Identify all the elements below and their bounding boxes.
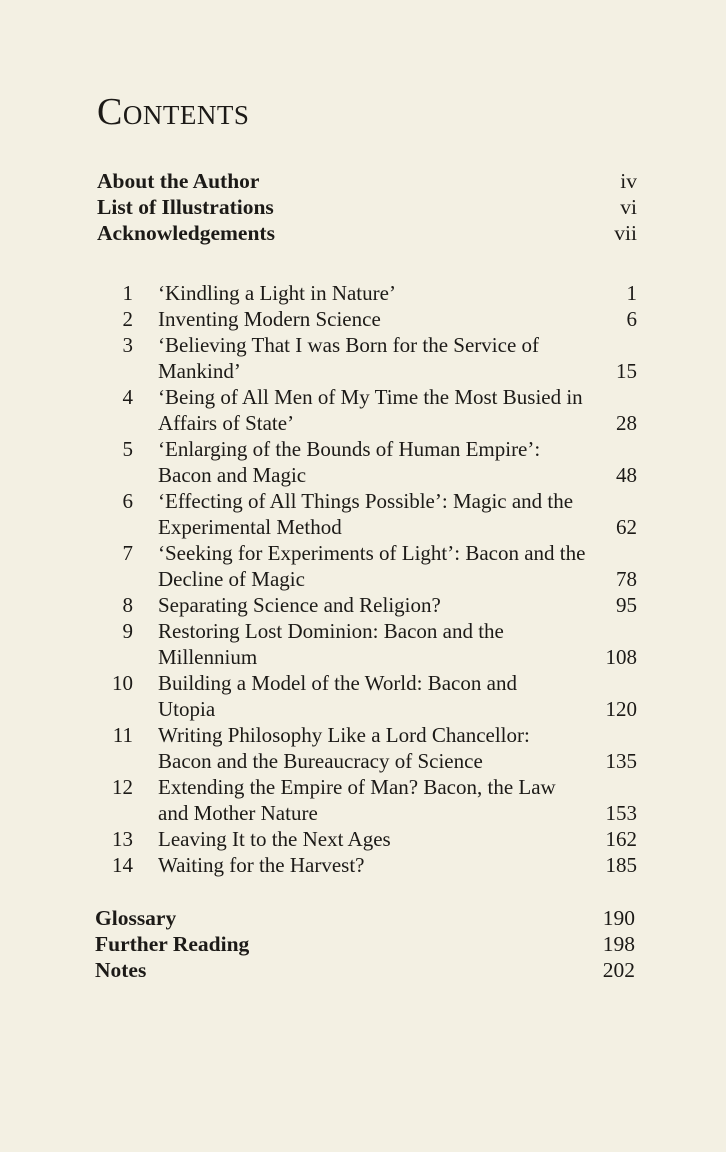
- chapter-title: [158, 488, 598, 540]
- chapter-page-number: 1: [626, 281, 637, 305]
- chapter-title: [158, 774, 598, 826]
- chapter-title-line: ‘Effecting of All Things Possible’: Magic and the: [158, 489, 574, 513]
- chapter-number: 2: [122, 307, 133, 331]
- chapter-number: 3: [122, 333, 133, 357]
- chapter-number: 13: [112, 827, 133, 851]
- front-matter-entry[interactable]: [97, 168, 637, 194]
- entry-title: List of Illustrations: [97, 195, 274, 219]
- front-matter-entry[interactable]: [97, 194, 637, 220]
- chapter-entry[interactable]: [97, 618, 637, 670]
- chapter-title: [158, 540, 598, 592]
- chapter-title-line: Millennium: [158, 645, 258, 669]
- chapter-entry[interactable]: [97, 592, 637, 618]
- entry-page-number: iv: [620, 169, 637, 193]
- entry-title: Notes: [95, 958, 147, 982]
- chapter-title-line: ‘Enlarging of the Bounds of Human Empire’:: [158, 437, 541, 461]
- chapter-title-line: and Mother Nature: [158, 801, 318, 825]
- chapter-page-number: 6: [626, 307, 637, 331]
- chapter-page-number: 185: [605, 853, 637, 877]
- chapter-title-line: ‘Kindling a Light in Nature’: [158, 281, 396, 305]
- chapter-number: 4: [122, 385, 133, 409]
- entry-page-number: 190: [602, 906, 635, 930]
- chapter-entry[interactable]: [97, 774, 637, 826]
- chapter-entry[interactable]: [97, 722, 637, 774]
- chapter-title: [158, 592, 598, 618]
- page-title: [97, 90, 249, 137]
- chapter-page-number: 120: [605, 697, 637, 721]
- entry-title: Further Reading: [95, 932, 250, 956]
- chapter-page-number: 135: [605, 749, 637, 773]
- chapter-title-line: Building a Model of the World: Bacon and: [158, 671, 517, 695]
- chapter-page-number: 108: [605, 645, 637, 669]
- chapter-title-line: Mankind’: [158, 359, 241, 383]
- chapter-number: 8: [122, 593, 133, 617]
- back-matter-entry[interactable]: [95, 905, 635, 931]
- chapter-title-line: ‘Seeking for Experiments of Light’: Bacon and the: [158, 541, 586, 565]
- chapter-page-number: 48: [616, 463, 637, 487]
- chapter-number: 10: [112, 671, 133, 695]
- chapter-title: [158, 852, 598, 878]
- chapter-title-line: Restoring Lost Dominion: Bacon and the: [158, 619, 504, 643]
- chapter-number: 6: [122, 489, 133, 513]
- chapter-title-line: Extending the Empire of Man? Bacon, the Law: [158, 775, 556, 799]
- chapter-title-line: Inventing Modern Science: [158, 307, 381, 331]
- chapter-title-line: Affairs of State’: [158, 411, 295, 435]
- chapter-title-line: ‘Believing That I was Born for the Service of: [158, 333, 540, 357]
- back-matter-entry[interactable]: [95, 931, 635, 957]
- chapter-number: 1: [122, 281, 133, 305]
- chapter-title-line: ‘Being of All Men of My Time the Most Busied in: [158, 385, 583, 409]
- chapter-title: [158, 826, 598, 852]
- chapter-title-line: Waiting for the Harvest?: [158, 853, 365, 877]
- chapter-title-line: Bacon and the Bureaucracy of Science: [158, 749, 483, 773]
- chapter-entry[interactable]: [97, 436, 637, 488]
- chapter-number: 11: [112, 723, 133, 747]
- chapter-entry[interactable]: [97, 306, 637, 332]
- chapter-title-line: Bacon and Magic: [158, 463, 307, 487]
- entry-title: About the Author: [97, 169, 260, 193]
- chapter-entry[interactable]: [97, 384, 637, 436]
- front-matter-entry[interactable]: [97, 220, 637, 246]
- chapter-entry[interactable]: [97, 540, 637, 592]
- entry-title: Glossary: [95, 906, 177, 930]
- chapter-title-line: Separating Science and Religion?: [158, 593, 441, 617]
- chapter-entry[interactable]: [97, 826, 637, 852]
- entry-page-number: 202: [602, 958, 635, 982]
- chapter-page-number: 153: [605, 801, 637, 825]
- chapter-title-line: Experimental Method: [158, 515, 342, 539]
- chapter-page-number: 15: [616, 359, 637, 383]
- chapter-number: 5: [122, 437, 133, 461]
- chapter-entry[interactable]: [97, 332, 637, 384]
- chapter-title: [158, 306, 598, 332]
- back-matter-entry[interactable]: [95, 957, 635, 983]
- chapter-title: [158, 722, 598, 774]
- chapter-page-number: 62: [616, 515, 637, 539]
- chapter-page-number: 162: [605, 827, 637, 851]
- title-rest: ONTENTS: [122, 100, 250, 130]
- chapter-title-line: Decline of Magic: [158, 567, 305, 591]
- chapter-entry[interactable]: [97, 280, 637, 306]
- chapter-title: [158, 384, 598, 436]
- chapter-title-line: Writing Philosophy Like a Lord Chancellor:: [158, 723, 530, 747]
- chapter-title-line: Leaving It to the Next Ages: [158, 827, 391, 851]
- chapter-entry[interactable]: [97, 488, 637, 540]
- chapter-number: 9: [122, 619, 133, 643]
- entry-page-number: vi: [620, 195, 637, 219]
- chapter-title: [158, 618, 598, 670]
- chapter-page-number: 95: [616, 593, 637, 617]
- chapter-entry[interactable]: [97, 670, 637, 722]
- entry-page-number: vii: [614, 221, 637, 245]
- title-initial: C: [97, 91, 123, 133]
- chapter-number: 7: [122, 541, 133, 565]
- chapter-title-line: Utopia: [158, 697, 216, 721]
- chapter-title: [158, 670, 598, 722]
- chapter-page-number: 28: [616, 411, 637, 435]
- entry-title: Acknowledgements: [97, 221, 275, 245]
- chapter-entry[interactable]: [97, 852, 637, 878]
- chapter-page-number: 78: [616, 567, 637, 591]
- entry-page-number: 198: [602, 932, 635, 956]
- chapter-number: 14: [112, 853, 133, 877]
- chapter-number: 12: [112, 775, 133, 799]
- chapter-title: [158, 332, 598, 384]
- chapter-title: [158, 436, 598, 488]
- chapter-title: [158, 280, 598, 306]
